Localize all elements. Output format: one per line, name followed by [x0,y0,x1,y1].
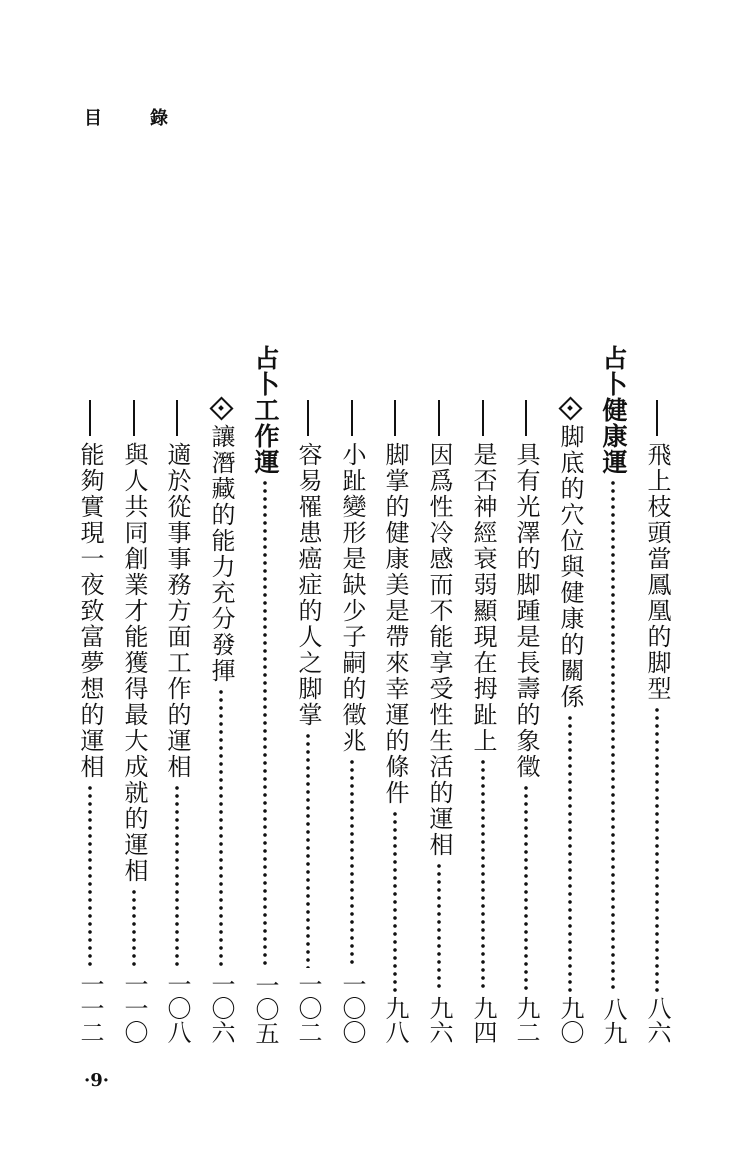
toc-title: 容易罹患癌症的人之脚掌 [294,442,322,728]
dot-leader [349,758,355,968]
dash-mark [525,400,527,436]
toc-page-number: 一一〇 [120,972,148,1044]
toc-entry [73,398,107,1044]
diamond-bullet-icon [211,398,231,418]
toc-title: 能夠實現一夜致富夢想的運相 [76,442,104,780]
toc-title: 因爲性冷感而不能享受性生活的運相 [425,442,453,858]
dot-leader [305,732,311,968]
toc-title: 與人共同創業才能獲得最大成就的運相 [120,442,148,884]
toc-title: 是否神經衰弱顯現在拇趾上 [469,442,497,754]
toc-page-number: 九六 [425,996,453,1044]
dot-leader [174,784,180,968]
toc-page-number: 一〇八 [163,972,191,1044]
toc-title: 小趾變形是缺少子嗣的徵兆 [338,442,366,754]
toc-entry [204,398,238,1044]
toc-title: 占卜工作運 [251,345,280,475]
dash-mark [351,400,353,436]
toc-entry [640,398,674,1044]
dash-mark [307,400,309,436]
toc-page-number: 一一二 [76,972,104,1044]
dash-mark [89,400,91,436]
dot-leader [610,479,616,993]
dash-mark [438,400,440,436]
dash-mark [176,400,178,436]
page-number: ·9· [84,1070,110,1091]
dot-leader [392,810,398,992]
dot-leader [218,688,224,968]
toc-page-number: 八九 [599,997,627,1045]
dash-mark [394,400,396,436]
toc-entry [117,398,151,1044]
toc-entry [553,398,587,1044]
dot-leader [523,784,529,992]
toc-title: 占卜健康運 [599,345,628,475]
header-char-2: 錄 [150,108,168,129]
toc-title: 飛上枝頭當鳳凰的脚型 [643,442,671,702]
toc-title: 適於從事事務方面工作的運相 [163,442,191,780]
toc-page-number: 九四 [469,996,497,1044]
toc-entry [466,398,500,1044]
toc-page-number: 八六 [643,996,671,1044]
header-char-1: 目 [84,108,102,129]
toc-page-number: 一〇五 [251,973,279,1045]
toc-heading [596,345,630,1045]
toc-title: 具有光澤的脚踵是長壽的象徵 [512,442,540,780]
toc-page-number: 九〇 [556,996,584,1044]
toc-entry [291,398,325,1044]
dot-leader [262,479,268,969]
toc-page-number: 一〇二 [294,972,322,1044]
toc-entry [422,398,456,1044]
dot-leader [87,784,93,968]
toc-title: 脚掌的健康美是帶來幸運的條件 [381,442,409,806]
toc-entry [378,398,412,1044]
dot-leader [654,706,660,992]
dot-leader [567,714,573,992]
dot-leader [131,888,137,968]
diamond-bullet-icon [560,398,580,418]
toc-page-number: 九八 [381,996,409,1044]
toc-page-number: 一〇〇 [338,972,366,1044]
toc-page-number: 一〇六 [207,972,235,1044]
toc-page-number: 九二 [512,996,540,1044]
dash-mark [133,400,135,436]
dot-leader [480,758,486,992]
dot-leader [436,862,442,992]
toc-entry [335,398,369,1044]
toc-title: 脚底的穴位與健康的關係 [556,424,584,710]
toc-entry [160,398,194,1044]
toc-title: 讓潛藏的能力充分發揮 [207,424,235,684]
dash-mark [482,400,484,436]
toc-entry [509,398,543,1044]
dash-mark [656,400,658,436]
toc-heading [248,345,282,1045]
